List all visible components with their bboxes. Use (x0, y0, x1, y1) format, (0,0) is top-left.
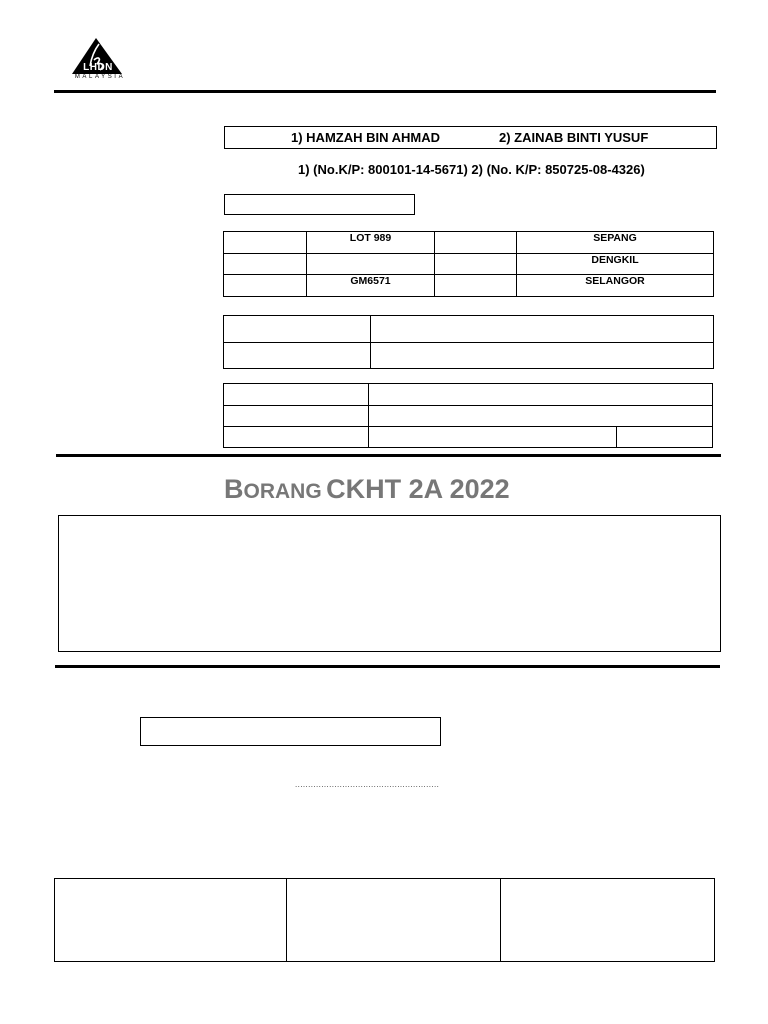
details-table-2 (223, 383, 713, 448)
section-rule-1 (56, 454, 721, 457)
form-title-initial: B (224, 474, 244, 504)
table-cell (435, 232, 517, 254)
table-row (224, 427, 713, 448)
header-rule (54, 90, 716, 93)
table-cell (224, 316, 371, 343)
table-cell: LOT 989 (307, 232, 435, 254)
table-cell: SELANGOR (517, 275, 714, 297)
logo-abbr: LHDN (83, 62, 113, 73)
table-cell (224, 406, 369, 427)
table-cell: GM6571 (307, 275, 435, 297)
table-cell (369, 427, 617, 448)
table-cell: SEPANG (517, 232, 714, 254)
table-cell (55, 879, 287, 962)
form-title-code: CKHT 2A 2022 (326, 474, 510, 504)
table-cell (224, 427, 369, 448)
notice-box (58, 515, 721, 652)
table-row (224, 316, 714, 343)
bottom-table (54, 878, 715, 962)
table-cell (287, 879, 501, 962)
table-cell (224, 275, 307, 297)
table-cell: DENGKIL (517, 254, 714, 275)
logo-country: MALAYSIA (74, 74, 126, 80)
taxpayer-name-2: 2) ZAINAB BINTI YUSUF (499, 130, 649, 145)
table-cell (224, 343, 371, 369)
section-rule-2 (55, 665, 720, 668)
reference-box (224, 194, 415, 215)
table-cell (371, 316, 714, 343)
table-cell (307, 254, 435, 275)
details-table-1 (223, 315, 714, 369)
table-cell (617, 427, 713, 448)
table-cell (224, 384, 369, 406)
lhdn-logo (66, 36, 132, 84)
table-row (224, 232, 714, 254)
table-row (224, 406, 713, 427)
taxpayer-name-1: 1) HAMZAH BIN AHMAD (291, 130, 441, 145)
table-cell (224, 254, 307, 275)
table-cell (501, 879, 715, 962)
taxpayer-ids: 1) (No.K/P: 800101-14-5671) 2) (No. K/P: 850725-08-4326) (298, 162, 645, 177)
table-row (224, 275, 714, 297)
table-cell (435, 254, 517, 275)
table-row (224, 384, 713, 406)
table-row (224, 343, 714, 369)
signature-line: ....................................................... (295, 780, 440, 789)
table-cell (369, 406, 713, 427)
taxpayer-names-box (224, 126, 717, 149)
entry-box (140, 717, 441, 746)
table-cell (371, 343, 714, 369)
table-row (224, 254, 714, 275)
form-title (224, 474, 510, 505)
table-cell (369, 384, 713, 406)
address-table (223, 231, 714, 297)
table-row (55, 879, 715, 962)
table-cell (224, 232, 307, 254)
form-title-word: ORANG (243, 480, 322, 503)
table-cell (435, 275, 517, 297)
